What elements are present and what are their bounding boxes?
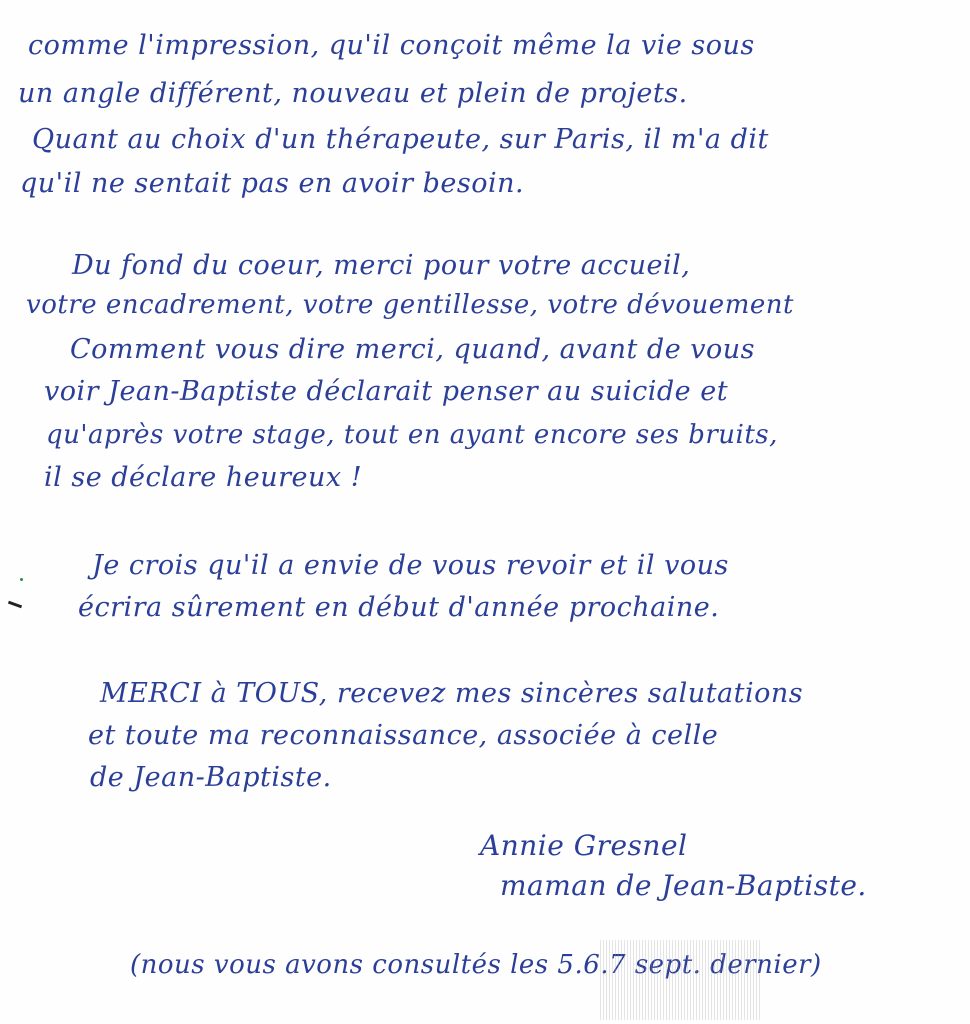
ink-dash-mark: [8, 601, 22, 609]
letter-line: MERCI à TOUS, recevez mes sincères salutations: [100, 678, 804, 709]
letter-line: Je crois qu'il a envie de vous revoir et il vous: [92, 550, 729, 581]
letter-line: il se déclare heureux !: [44, 462, 363, 493]
ink-dot-mark: [20, 578, 23, 581]
letter-line: Du fond du coeur, merci pour votre accueil,: [72, 250, 691, 281]
letter-line: Quant au choix d'un thérapeute, sur Paris, il m'a dit: [32, 124, 769, 155]
letter-line: et toute ma reconnaissance, associée à celle: [88, 720, 719, 751]
letter-line: votre encadrement, votre gentillesse, votre dévouement: [26, 290, 794, 320]
letter-line: qu'il ne sentait pas en avoir besoin.: [20, 168, 525, 199]
faint-stamp-mark: [600, 940, 760, 1020]
letter-postscript: (nous vous avons consultés les 5.6.7 sept. dernier): [130, 950, 822, 980]
signature-role: maman de Jean-Baptiste.: [500, 869, 867, 902]
letter-line: voir Jean-Baptiste déclarait penser au suicide et: [44, 376, 729, 407]
letter-line: de Jean-Baptiste.: [90, 762, 332, 793]
letter-line: Comment vous dire merci, quand, avant de vous: [70, 334, 756, 365]
letter-line: qu'après votre stage, tout en ayant encore ses bruits,: [46, 420, 778, 450]
letter-line: écrira sûrement en début d'année prochaine.: [78, 592, 720, 623]
signature-name: Annie Gresnel: [480, 829, 688, 862]
letter-line: comme l'impression, qu'il conçoit même la vie sous: [28, 30, 755, 61]
letter-line: un angle différent, nouveau et plein de projets.: [18, 78, 688, 109]
